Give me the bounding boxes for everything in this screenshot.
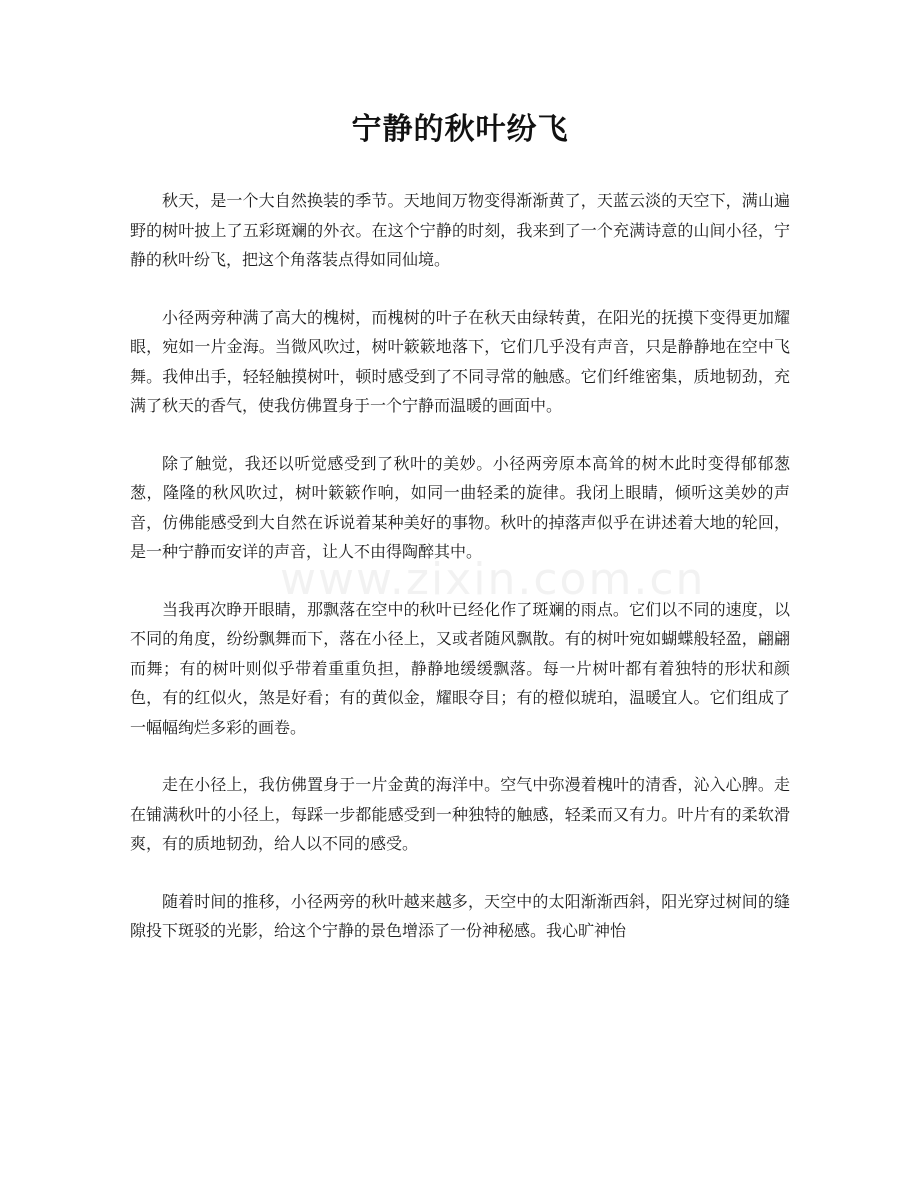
paragraph-6: 随着时间的推移，小径两旁的秋叶越来越多，天空中的太阳渐渐西斜，阳光穿过树间的缝隙投下斑驳的光影，给这个宁静的景色增添了一份神秘感。我心旷神怡 — [130, 891, 790, 940]
page-title: 宁静的秋叶纷飞 — [351, 112, 569, 147]
paragraph-5: 走在小径上，我仿佛置身于一片金黄的海洋中。空气中弥漫着槐叶的清香，沁入心脾。走在铺满秋叶的小径上，每踩一步都能感受到一种独特的触感，轻柔而又有力。叶片有的柔软滑爽，有的质地韧劲，给人以不同的感受。 — [130, 775, 790, 853]
paragraph-4: 当我再次睁开眼睛，那飘落在空中的秋叶已经化作了斑斓的雨点。它们以不同的速度，以不同的角度，纷纷飘舞而下，落在小径上，又或者随风飘散。有的树叶宛如蝴蝶般轻盈，翩翩而舞；有的树叶则似乎带着重重负担，静静地缓缓飘落。每一片树叶都有着独特的形状和颜色，有的红似火，煞是好看；有的黄似金，耀眼夺目；有的橙似琥珀，温暖宜人。它们组成了一幅幅绚烂多彩的画卷。 — [130, 599, 790, 737]
document-body — [130, 186, 790, 974]
paragraph-2: 小径两旁种满了高大的槐树，而槐树的叶子在秋天由绿转黄，在阳光的抚摸下变得更加耀眼，宛如一片金海。当微风吹过，树叶簌簌地落下，它们几乎没有声音，只是静静地在空中飞舞。我伸出手，轻轻触摸树叶，顿时感受到了不同寻常的触感。它们纤维密集，质地韧劲，充满了秋天的香气，使我仿佛置身于一个宁静而温暖的画面中。 — [130, 307, 790, 415]
watermark: www.zixin.com.cn — [280, 554, 706, 605]
paragraph-3: 除了触觉，我还以听觉感受到了秋叶的美妙。小径两旁原本高耸的树木此时变得郁郁葱葱，隆隆的秋风吹过，树叶簌簌作响，如同一曲轻柔的旋律。我闭上眼睛，倾听这美妙的声音，仿佛能感受到大自然在诉说着某种美好的事物。秋叶的掉落声似乎在讲述着大地的轮回，是一种宁静而安详的声音，让人不由得陶醉其中。 — [130, 453, 790, 561]
paragraph-1: 秋天，是一个大自然换装的季节。天地间万物变得渐渐黄了，天蓝云淡的天空下，满山遍野的树叶披上了五彩斑斓的外衣。在这个宁静的时刻，我来到了一个充满诗意的山间小径，宁静的秋叶纷飞，把这个角落装点得如同仙境。 — [130, 191, 790, 269]
